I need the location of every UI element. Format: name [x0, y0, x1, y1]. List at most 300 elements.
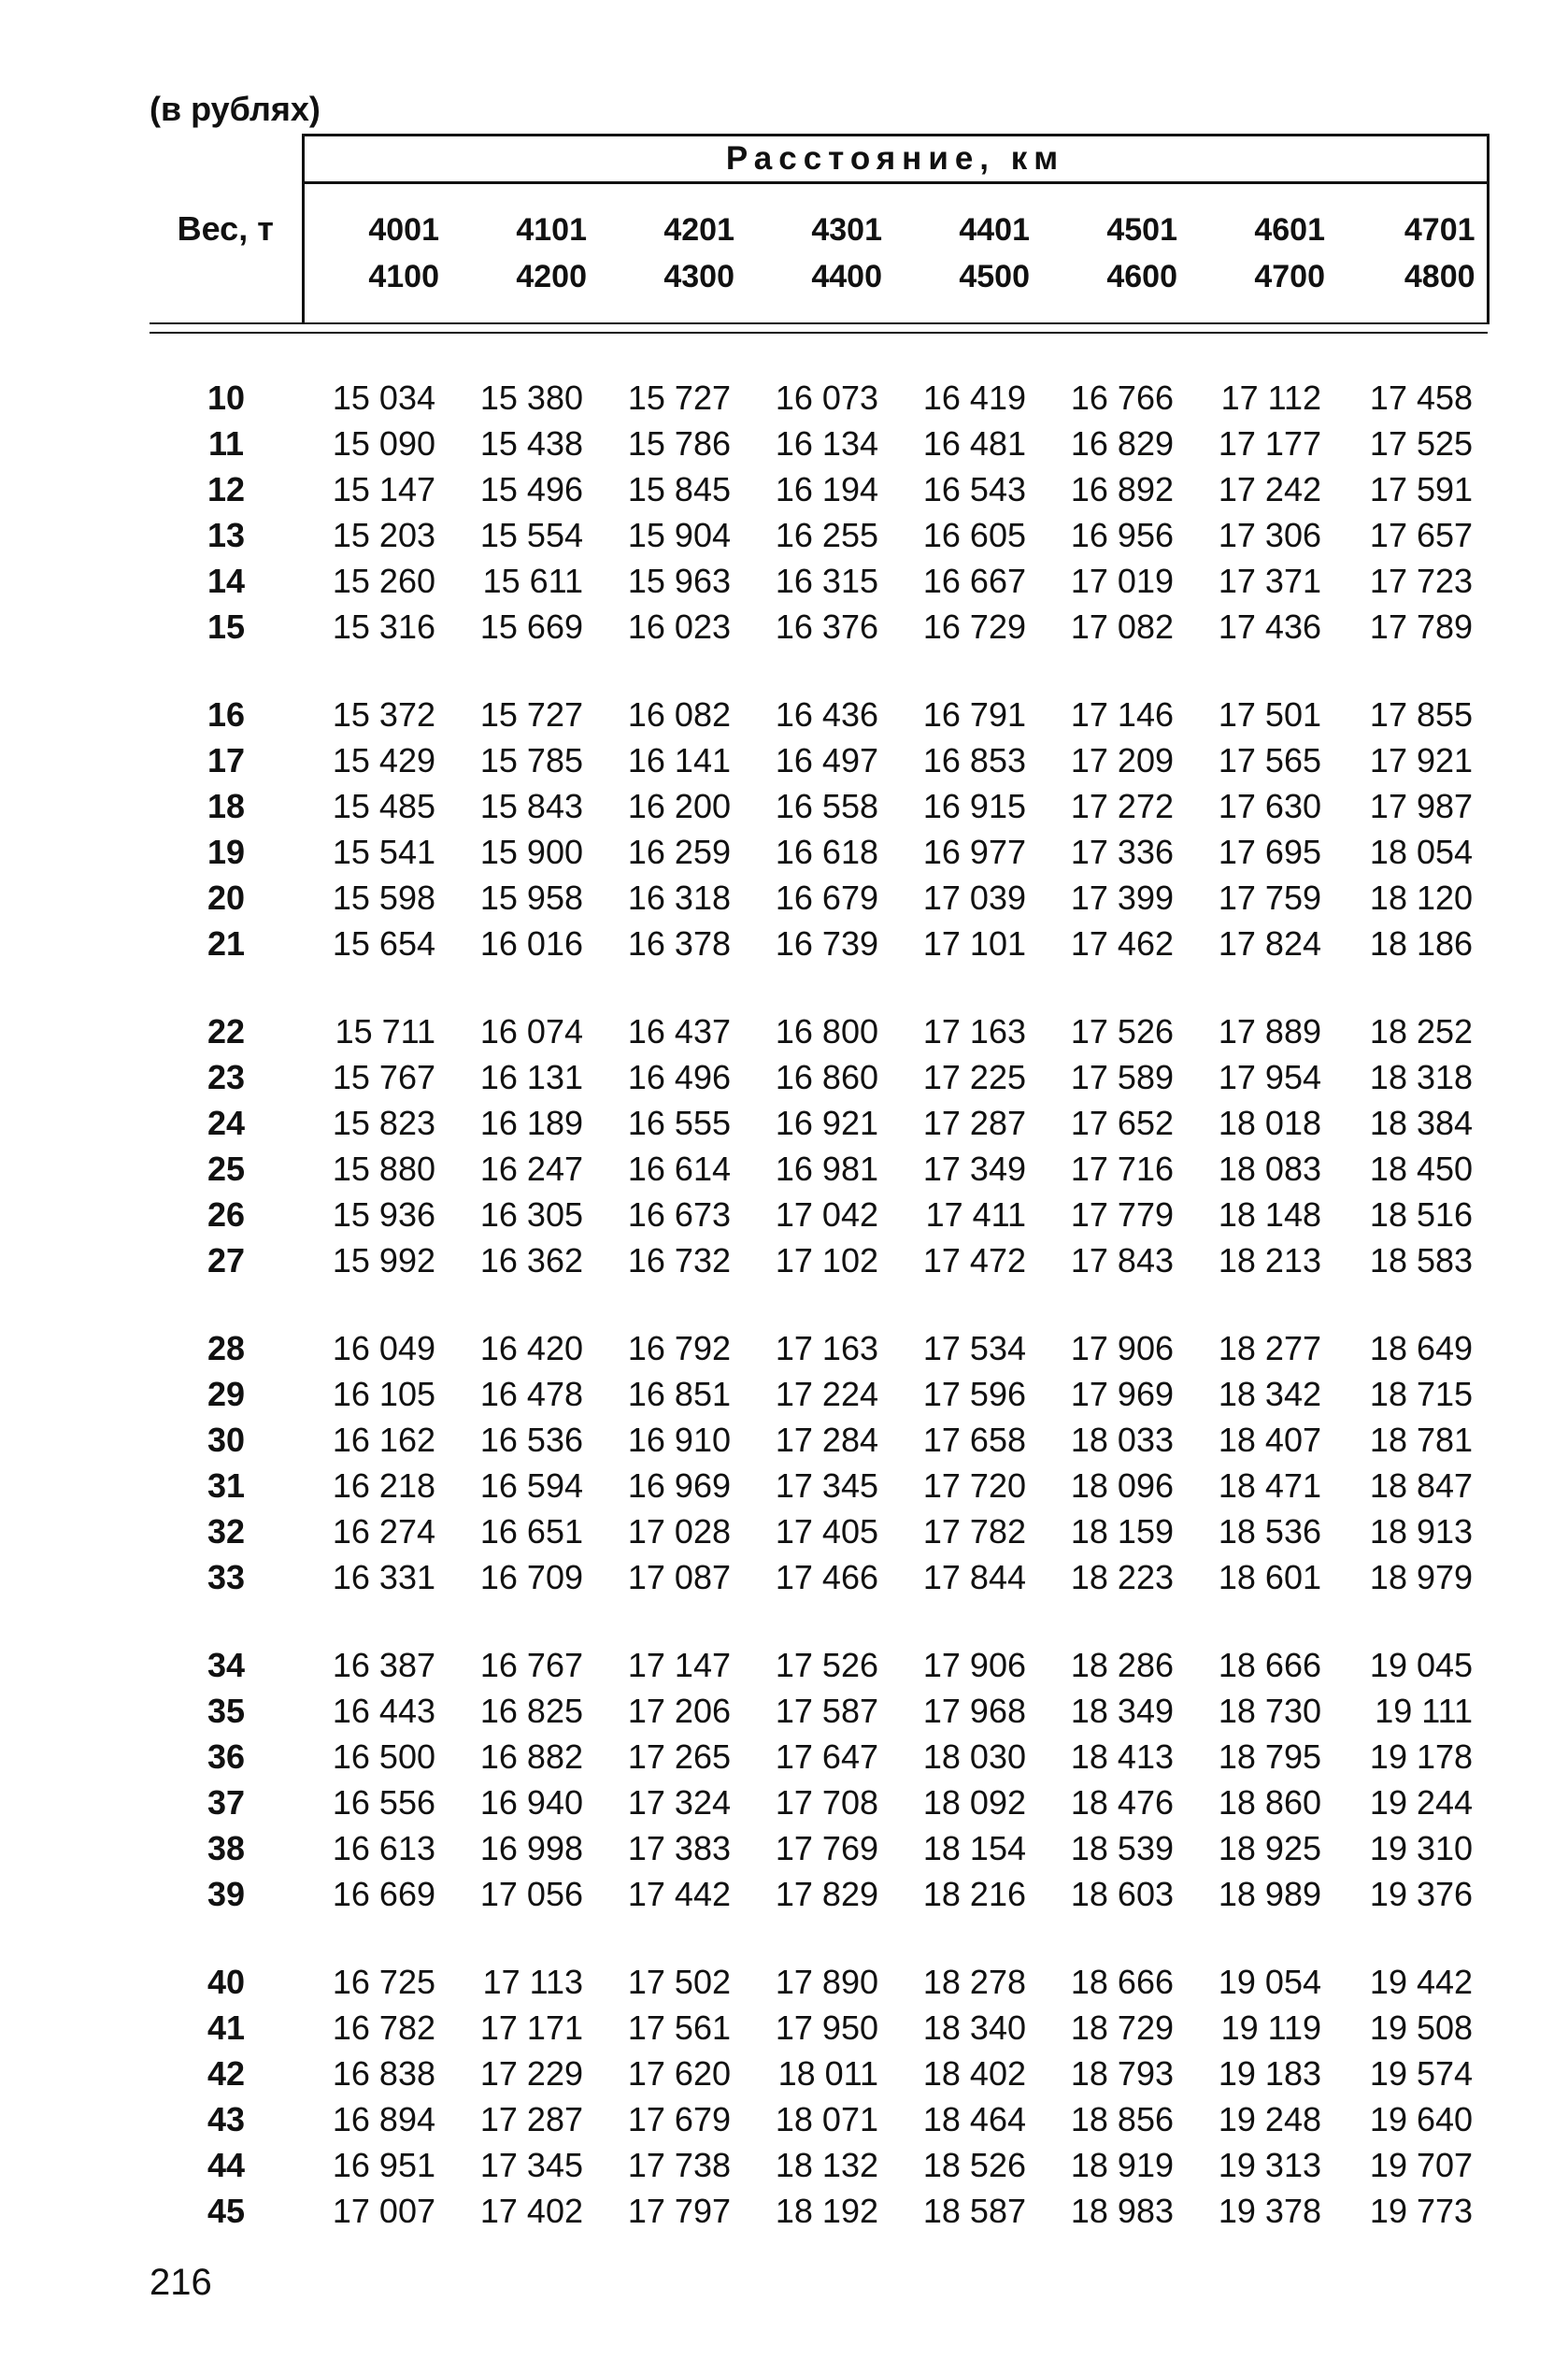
price-cell: 19 111	[1375, 1691, 1474, 1730]
table-row	[150, 2096, 1488, 2142]
table-row	[150, 1325, 1488, 1371]
price-cell: 16 594	[479, 1465, 583, 1505]
table-row	[150, 1508, 1488, 1554]
range-from: 4001	[368, 212, 439, 248]
table-row	[150, 2142, 1488, 2188]
price-cell: 16 667	[922, 561, 1026, 600]
price-cell: 18 536	[1218, 1511, 1321, 1551]
table-row	[150, 2005, 1488, 2051]
table-row	[150, 1825, 1488, 1871]
price-cell: 17 383	[627, 1828, 731, 1867]
price-cell: 15 485	[332, 786, 435, 825]
price-cell: 16 969	[627, 1465, 731, 1505]
price-cell: 18 277	[1218, 1328, 1321, 1367]
price-cell: 17 287	[479, 2099, 583, 2138]
price-cell: 16 247	[479, 1149, 583, 1188]
price-cell: 18 413	[1070, 1737, 1174, 1776]
price-cell: 18 342	[1218, 1374, 1321, 1413]
price-cell: 15 090	[332, 423, 435, 463]
price-cell: 16 767	[479, 1645, 583, 1684]
price-cell: 17 458	[1369, 378, 1474, 417]
price-cell: 17 723	[1369, 561, 1474, 600]
weight-cell: 41	[207, 2008, 246, 2047]
price-cell: 15 147	[332, 469, 435, 508]
price-cell: 16 651	[479, 1511, 583, 1551]
price-cell: 17 147	[627, 1645, 731, 1684]
price-cell: 18 223	[1070, 1557, 1174, 1596]
price-cell: 16 800	[775, 1011, 878, 1051]
price-cell: 18 516	[1369, 1194, 1474, 1234]
price-cell: 19 119	[1220, 2008, 1321, 2047]
table-row	[150, 466, 1488, 512]
price-cell: 18 186	[1369, 923, 1474, 963]
weight-cell: 37	[207, 1782, 246, 1822]
table-row	[150, 829, 1488, 875]
table-row	[150, 1463, 1488, 1508]
weight-cell: 18	[207, 786, 246, 825]
weight-cell: 29	[207, 1374, 246, 1413]
price-cell: 17 399	[1070, 878, 1174, 917]
price-cell: 17 472	[922, 1240, 1026, 1279]
price-cell: 15 900	[479, 832, 583, 871]
range-from: 4601	[1254, 212, 1325, 248]
price-cell: 17 462	[1070, 923, 1174, 963]
price-cell: 15 843	[479, 786, 583, 825]
price-cell: 17 042	[775, 1194, 878, 1234]
price-cell: 16 443	[332, 1691, 435, 1730]
price-cell: 18 471	[1218, 1465, 1321, 1505]
distance-range-header	[746, 183, 893, 324]
page-number: 216	[150, 2262, 212, 2303]
range-from: 4501	[1106, 212, 1177, 248]
price-cell: 15 786	[627, 423, 731, 463]
price-cell: 18 989	[1218, 1874, 1321, 1913]
price-cell: 15 380	[479, 378, 583, 417]
price-cell: 18 450	[1369, 1149, 1474, 1188]
price-cell: 18 252	[1369, 1011, 1474, 1051]
price-cell: 16 305	[479, 1194, 583, 1234]
price-cell: 17 779	[1070, 1194, 1174, 1234]
price-cell: 16 134	[775, 423, 878, 463]
weight-cell: 25	[207, 1149, 246, 1188]
price-cell: 16 497	[775, 740, 878, 779]
price-cell: 16 315	[775, 561, 878, 600]
price-cell: 15 554	[479, 515, 583, 554]
table-body	[150, 375, 1488, 2234]
price-cell: 16 049	[332, 1328, 435, 1367]
price-cell: 17 229	[479, 2053, 583, 2093]
price-cell: 18 318	[1369, 1057, 1474, 1096]
weight-cell: 39	[207, 1874, 246, 1913]
price-cell: 18 539	[1070, 1828, 1174, 1867]
price-cell: 19 310	[1369, 1828, 1474, 1867]
distance-range-header	[303, 183, 450, 324]
price-cell: 17 146	[1070, 694, 1174, 734]
weight-cell: 30	[207, 1420, 246, 1459]
table-row	[150, 921, 1488, 966]
group-spacer	[150, 1600, 1488, 1642]
price-cell: 18 781	[1369, 1420, 1474, 1459]
price-cell: 15 711	[335, 1011, 435, 1051]
price-cell: 19 248	[1218, 2099, 1321, 2138]
price-cell: 16 378	[627, 923, 731, 963]
price-cell: 16 921	[775, 1103, 878, 1142]
price-cell: 19 054	[1218, 1962, 1321, 2001]
price-cell: 17 206	[627, 1691, 731, 1730]
price-cell: 18 096	[1070, 1465, 1174, 1505]
price-cell: 15 598	[332, 878, 435, 917]
price-cell: 17 163	[922, 1011, 1026, 1051]
price-cell: 16 673	[627, 1194, 731, 1234]
price-cell: 16 915	[922, 786, 1026, 825]
group-spacer	[150, 650, 1488, 692]
price-cell: 17 565	[1218, 740, 1321, 779]
price-cell: 17 855	[1369, 694, 1474, 734]
price-cell: 18 286	[1070, 1645, 1174, 1684]
price-cell: 18 919	[1070, 2145, 1174, 2184]
price-cell: 18 856	[1070, 2099, 1174, 2138]
price-cell: 19 376	[1369, 1874, 1474, 1913]
price-cell: 17 306	[1218, 515, 1321, 554]
price-cell: 17 716	[1070, 1149, 1174, 1188]
price-cell: 16 940	[479, 1782, 583, 1822]
weight-cell: 14	[207, 561, 246, 600]
price-cell: 17 336	[1070, 832, 1174, 871]
price-cell: 17 789	[1369, 607, 1474, 646]
price-cell: 18 071	[775, 2099, 878, 2138]
weight-cell: 15	[207, 607, 246, 646]
price-cell: 15 727	[627, 378, 731, 417]
price-cell: 16 838	[332, 2053, 435, 2093]
table-row	[150, 558, 1488, 604]
price-cell: 17 526	[775, 1645, 878, 1684]
price-cell: 17 442	[627, 1874, 731, 1913]
price-cell: 18 092	[922, 1782, 1026, 1822]
distance-range-header	[1041, 183, 1189, 324]
price-cell: 15 429	[332, 740, 435, 779]
price-cell: 16 614	[627, 1149, 731, 1188]
range-to: 4800	[1404, 259, 1475, 294]
price-cell: 18 033	[1070, 1420, 1174, 1459]
price-cell: 16 105	[332, 1374, 435, 1413]
price-cell: 17 349	[922, 1149, 1026, 1188]
price-cell: 16 860	[775, 1057, 878, 1096]
price-cell: 18 729	[1070, 2008, 1174, 2047]
price-cell: 17 969	[1070, 1374, 1174, 1413]
price-cell: 16 023	[627, 607, 731, 646]
price-cell: 16 536	[479, 1420, 583, 1459]
price-cell: 16 218	[332, 1465, 435, 1505]
price-cell: 17 324	[627, 1782, 731, 1822]
weight-cell: 17	[207, 740, 246, 779]
range-to: 4100	[368, 259, 439, 294]
price-cell: 16 194	[775, 469, 878, 508]
weight-cell: 31	[207, 1465, 246, 1505]
price-cell: 18 860	[1218, 1782, 1321, 1822]
price-cell: 16 977	[922, 832, 1026, 871]
price-cell: 16 951	[332, 2145, 435, 2184]
price-cell: 17 890	[775, 1962, 878, 2001]
price-cell: 17 345	[775, 1465, 878, 1505]
price-cell: 17 163	[775, 1328, 878, 1367]
table-row	[150, 1417, 1488, 1463]
price-cell: 17 921	[1369, 740, 1474, 779]
price-cell: 15 727	[479, 694, 583, 734]
price-cell: 16 362	[479, 1240, 583, 1279]
table-row	[150, 1054, 1488, 1100]
price-cell: 18 216	[922, 1874, 1026, 1913]
price-cell: 15 823	[332, 1103, 435, 1142]
price-cell: 16 766	[1070, 378, 1174, 417]
group-spacer	[150, 966, 1488, 1008]
price-cell: 16 376	[775, 607, 878, 646]
price-cell: 18 148	[1218, 1194, 1321, 1234]
price-cell: 17 647	[775, 1737, 878, 1776]
price-cell: 16 141	[627, 740, 731, 779]
price-cell: 16 437	[627, 1011, 731, 1051]
price-cell: 19 442	[1369, 1962, 1474, 2001]
weight-cell: 27	[207, 1240, 246, 1279]
price-cell: 19 773	[1369, 2191, 1474, 2230]
price-cell: 18 213	[1218, 1240, 1321, 1279]
price-cell: 18 159	[1070, 1511, 1174, 1551]
price-cell: 16 998	[479, 1828, 583, 1867]
price-cell: 17 950	[775, 2008, 878, 2047]
price-cell: 17 284	[775, 1420, 878, 1459]
table-row	[150, 1780, 1488, 1825]
price-cell: 17 177	[1218, 423, 1321, 463]
price-cell: 15 669	[479, 607, 583, 646]
price-cell: 17 797	[627, 2191, 731, 2230]
price-cell: 17 112	[1220, 378, 1321, 417]
price-cell: 19 244	[1369, 1782, 1474, 1822]
price-cell: 16 543	[922, 469, 1026, 508]
price-cell: 17 843	[1070, 1240, 1174, 1279]
price-cell: 17 224	[775, 1374, 878, 1413]
price-cell: 16 739	[775, 923, 878, 963]
price-cell: 16 131	[479, 1057, 583, 1096]
price-cell: 19 313	[1218, 2145, 1321, 2184]
table-row	[150, 2051, 1488, 2096]
price-cell: 16 829	[1070, 423, 1174, 463]
range-to: 4500	[959, 259, 1030, 294]
price-cell: 18 795	[1218, 1737, 1321, 1776]
weight-cell: 10	[207, 378, 246, 417]
price-cell: 17 056	[479, 1874, 583, 1913]
price-cell: 16 420	[479, 1328, 583, 1367]
price-cell: 17 630	[1218, 786, 1321, 825]
price-cell: 17 596	[922, 1374, 1026, 1413]
distance-range-header	[893, 183, 1041, 324]
price-cell: 15 963	[627, 561, 731, 600]
price-cell: 17 906	[922, 1645, 1026, 1684]
price-cell: 17 526	[1070, 1011, 1174, 1051]
price-cell: 17 039	[922, 878, 1026, 917]
price-cell: 18 847	[1369, 1465, 1474, 1505]
price-cell: 15 654	[332, 923, 435, 963]
price-cell: 17 620	[627, 2053, 731, 2093]
price-cell: 18 979	[1369, 1557, 1474, 1596]
price-cell: 16 274	[332, 1511, 435, 1551]
table-row	[150, 2188, 1488, 2234]
price-cell: 18 983	[1070, 2191, 1174, 2230]
price-cell: 19 640	[1369, 2099, 1474, 2138]
price-cell: 18 278	[922, 1962, 1026, 2001]
weight-cell: 28	[207, 1328, 246, 1367]
price-cell: 15 496	[479, 469, 583, 508]
range-to: 4400	[811, 259, 882, 294]
price-cell: 16 259	[627, 832, 731, 871]
price-cell: 17 171	[479, 2008, 583, 2047]
weight-cell: 38	[207, 1828, 246, 1867]
price-cell: 16 679	[775, 878, 878, 917]
weight-cell: 35	[207, 1691, 246, 1730]
range-from: 4101	[516, 212, 587, 248]
price-cell: 16 556	[332, 1782, 435, 1822]
price-cell: 16 478	[479, 1374, 583, 1413]
price-cell: 17 028	[627, 1511, 731, 1551]
table-row	[150, 1008, 1488, 1054]
range-from: 4301	[811, 212, 882, 248]
price-cell: 15 316	[332, 607, 435, 646]
price-cell: 18 649	[1369, 1328, 1474, 1367]
price-cell: 18 011	[777, 2053, 878, 2093]
price-cell: 17 371	[1218, 561, 1321, 600]
price-cell: 17 844	[922, 1557, 1026, 1596]
weight-cell: 36	[207, 1737, 246, 1776]
price-cell: 16 709	[479, 1557, 583, 1596]
price-cell: 17 987	[1369, 786, 1474, 825]
range-to: 4300	[663, 259, 734, 294]
distance-range-header	[450, 183, 598, 324]
price-cell: 16 082	[627, 694, 731, 734]
weight-cell: 26	[207, 1194, 246, 1234]
price-cell: 17 695	[1218, 832, 1321, 871]
table-row	[150, 1146, 1488, 1192]
price-cell: 16 189	[479, 1103, 583, 1142]
price-cell: 18 154	[922, 1828, 1026, 1867]
price-cell: 15 611	[482, 561, 583, 600]
table-row	[150, 421, 1488, 466]
weight-cell: 24	[207, 1103, 246, 1142]
price-cell: 16 910	[627, 1420, 731, 1459]
price-cell: 18 603	[1070, 1874, 1174, 1913]
weight-cell: 43	[207, 2099, 246, 2138]
table-row	[150, 512, 1488, 558]
price-cell: 18 407	[1218, 1420, 1321, 1459]
price-cell: 15 785	[479, 740, 583, 779]
distance-range-header	[598, 183, 746, 324]
weight-cell: 33	[207, 1557, 246, 1596]
table-row	[150, 875, 1488, 921]
price-cell: 18 583	[1369, 1240, 1474, 1279]
range-from: 4701	[1404, 212, 1475, 248]
group-spacer	[150, 1917, 1488, 1959]
price-cell: 19 183	[1218, 2053, 1321, 2093]
range-to: 4700	[1254, 259, 1325, 294]
price-cell: 16 882	[479, 1737, 583, 1776]
price-cell: 16 331	[332, 1557, 435, 1596]
distance-header: Расстояние, км	[303, 136, 1488, 183]
table-row	[150, 1959, 1488, 2005]
price-cell: 17 007	[332, 2191, 435, 2230]
price-cell: 17 708	[775, 1782, 878, 1822]
price-cell: 18 666	[1218, 1645, 1321, 1684]
price-cell: 18 666	[1070, 1962, 1174, 2001]
price-cell: 16 853	[922, 740, 1026, 779]
range-to: 4600	[1106, 259, 1177, 294]
table-header	[150, 136, 1488, 376]
price-cell: 17 769	[775, 1828, 878, 1867]
group-spacer	[150, 1283, 1488, 1325]
units-note: (в рублях)	[150, 90, 321, 128]
price-cell: 15 992	[332, 1240, 435, 1279]
price-cell: 18 601	[1218, 1557, 1321, 1596]
price-cell: 18 018	[1218, 1103, 1321, 1142]
distance-ranges-row	[150, 183, 1488, 324]
weight-cell: 13	[207, 515, 246, 554]
weight-cell: 34	[207, 1645, 246, 1684]
price-cell: 19 045	[1369, 1645, 1474, 1684]
price-cell: 15 438	[479, 423, 583, 463]
price-cell: 18 030	[922, 1737, 1026, 1776]
weight-cell: 12	[207, 469, 246, 508]
price-cell: 16 558	[775, 786, 878, 825]
weight-cell: 42	[207, 2053, 246, 2093]
weight-cell: 16	[207, 694, 246, 734]
price-cell: 19 574	[1369, 2053, 1474, 2093]
price-cell: 17 657	[1369, 515, 1474, 554]
price-cell: 16 162	[332, 1420, 435, 1459]
price-cell: 17 782	[922, 1511, 1026, 1551]
price-cell: 17 345	[479, 2145, 583, 2184]
price-cell: 18 192	[775, 2191, 878, 2230]
price-cell: 16 555	[627, 1103, 731, 1142]
distance-range-header	[1189, 183, 1336, 324]
price-cell: 16 419	[922, 378, 1026, 417]
price-cell: 16 318	[627, 878, 731, 917]
price-cell: 17 906	[1070, 1328, 1174, 1367]
range-from: 4401	[959, 212, 1030, 248]
price-cell: 16 016	[479, 923, 583, 963]
range-to: 4200	[516, 259, 587, 294]
price-cell: 15 936	[332, 1194, 435, 1234]
price-cell: 17 889	[1218, 1011, 1321, 1051]
price-cell: 17 525	[1369, 423, 1474, 463]
table-row	[150, 1192, 1488, 1237]
price-cell: 17 591	[1369, 469, 1474, 508]
price-cell: 17 265	[627, 1737, 731, 1776]
price-cell: 15 034	[332, 378, 435, 417]
price-cell: 16 387	[332, 1645, 435, 1684]
price-cell: 18 083	[1218, 1149, 1321, 1188]
price-cell: 15 845	[627, 469, 731, 508]
price-cell: 18 793	[1070, 2053, 1174, 2093]
price-cell: 16 825	[479, 1691, 583, 1730]
weight-cell: 19	[207, 832, 246, 871]
price-cell: 17 102	[775, 1240, 878, 1279]
price-cell: 17 652	[1070, 1103, 1174, 1142]
price-cell: 16 073	[775, 378, 878, 417]
price-cell: 18 384	[1369, 1103, 1474, 1142]
price-cell: 17 829	[775, 1874, 878, 1913]
table-row	[150, 737, 1488, 783]
weight-cell: 21	[207, 923, 246, 963]
price-cell: 16 729	[922, 607, 1026, 646]
weight-cell: 40	[207, 1962, 246, 2001]
price-cell: 17 738	[627, 2145, 731, 2184]
price-cell: 17 561	[627, 2008, 731, 2047]
